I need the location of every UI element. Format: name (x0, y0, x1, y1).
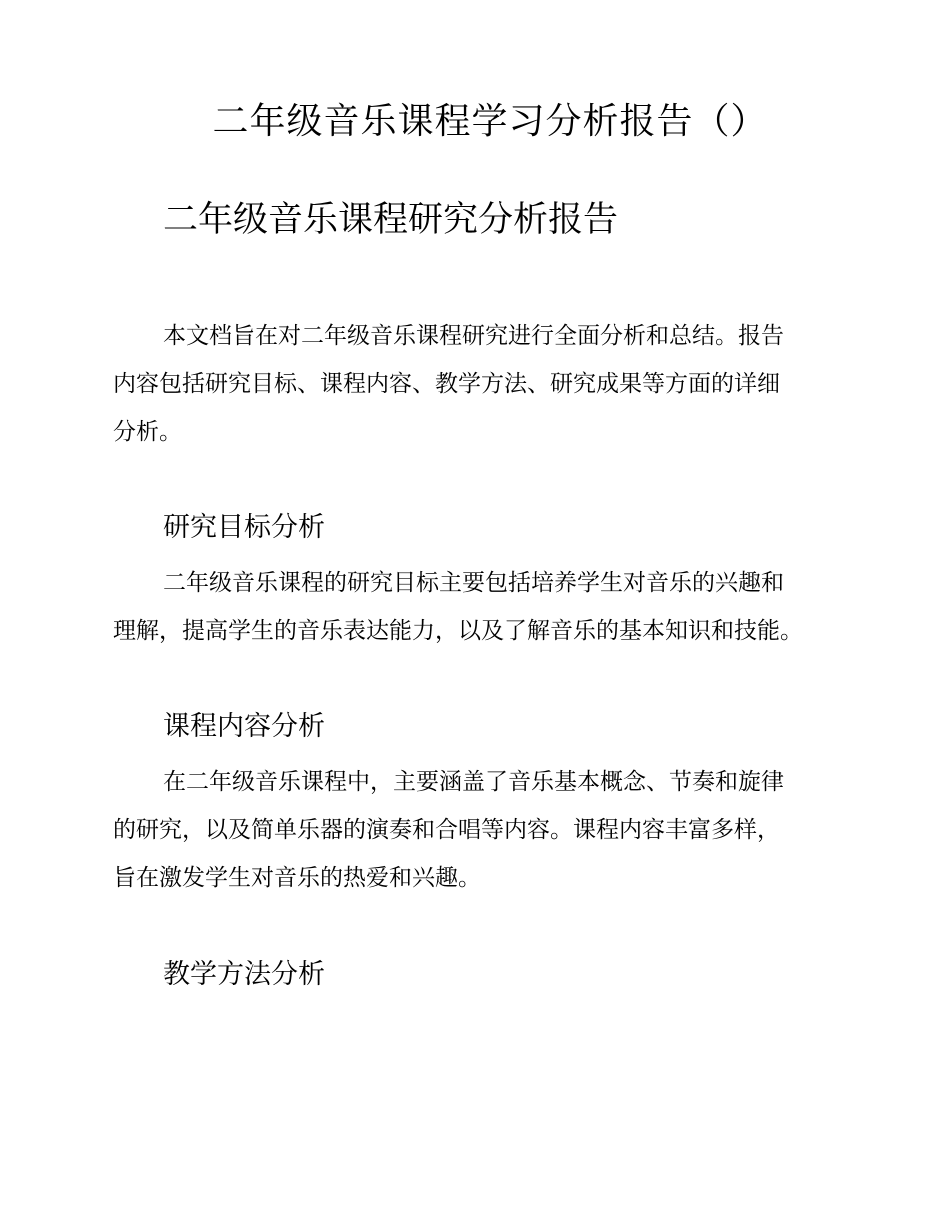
course-content-paragraph (113, 758, 858, 902)
paragraph-line: 在二年级音乐课程中，主要涵盖了音乐基本概念、节奏和旋律 (163, 769, 784, 795)
paragraph-line: 理解，提高学生的音乐表达能力，以及了解音乐的基本知识和技能。 (113, 618, 803, 644)
intro-line: 分析。 (113, 419, 182, 445)
intro-paragraph (113, 312, 858, 456)
intro-line: 本文档旨在对二年级音乐课程研究进行全面分析和总结。报告 (163, 323, 784, 349)
paragraph-line: 的研究，以及简单乐器的演奏和合唱等内容。课程内容丰富多样， (113, 817, 780, 843)
document-title: 二年级音乐课程学习分析报告（） (212, 101, 768, 142)
research-goals-paragraph (113, 559, 858, 655)
paragraph-line: 二年级音乐课程的研究目标主要包括培养学生对音乐的兴趣和 (163, 570, 784, 596)
intro-line: 内容包括研究目标、课程内容、教学方法、研究成果等方面的详细 (113, 371, 780, 397)
section-heading-course-content: 课程内容分析 (163, 711, 325, 742)
report-heading: 二年级音乐课程研究分析报告 (163, 200, 619, 240)
section-heading-teaching-methods: 教学方法分析 (163, 959, 325, 990)
paragraph-line: 旨在激发学生对音乐的热爱和兴趣。 (113, 865, 481, 891)
section-heading-research-goals: 研究目标分析 (163, 512, 325, 543)
